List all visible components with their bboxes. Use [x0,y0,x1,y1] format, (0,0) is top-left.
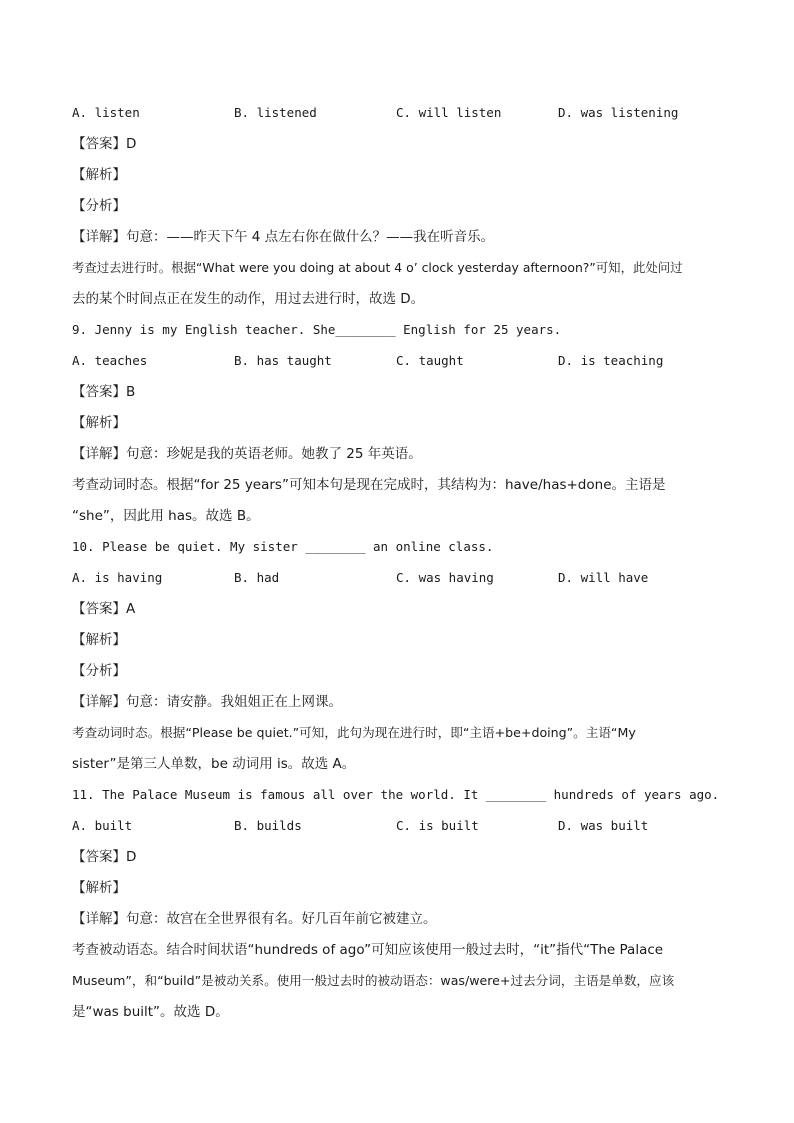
q11-explanation-line-3: 是“was built”。故选 D。 [72,1004,229,1020]
q8-answer: 【答案】D [72,136,137,152]
q9-analysis-heading: 【解析】 [72,415,126,431]
q8-detail: 【详解】句意：——昨天下午 4 点左右你在做什么？——我在听音乐。 [72,229,495,245]
q10-answer: 【答案】A [72,601,136,617]
document-page [72,100,732,1030]
q8-option-a: A. listen [72,105,140,120]
q10-option-d: D. will have [558,570,649,585]
q9-answer: 【答案】B [72,384,136,400]
q11-option-c: C. is built [396,818,479,833]
q9-option-d: D. is teaching [558,353,664,368]
q9-option-a: A. teaches [72,353,148,368]
q8-explanation-line-2: 去的某个时间点正在发生的动作，用过去进行时，故选 D。 [72,291,425,307]
q8-options [72,100,732,131]
q10-option-c: C. was having [396,570,494,585]
q11-explanation-line-1: 考查被动语态。结合时间状语“hundreds of ago”可知应该使用一般过去时，“it”指代“The Palace [72,942,664,958]
q11-explanation-line-2: Museum”，和“build”是被动关系。使用一般过去时的被动语态：was/were+过去分词，主语是单数，应该 [72,973,675,988]
q9-option-b: B. has taught [234,353,332,368]
q8-option-b: B. listened [234,105,317,120]
q11-detail: 【详解】句意：故宫在全世界很有名。好几百年前它被建立。 [72,911,437,927]
q10-explanation-line-1: 考查动词时态。根据“Please be quiet.”可知，此句为现在进行时，即“主语+be+doing”。主语“My [72,725,636,740]
q11-answer: 【答案】D [72,849,137,865]
q9-explanation-line-2: “she”，因此用 has。故选 B。 [72,508,260,524]
q10-options [72,565,732,596]
q11-question: 11. The Palace Museum is famous all over the world. It ________ hundreds of years ago. [72,787,720,802]
q8-analysis-heading: 【解析】 [72,167,126,183]
q9-question: 9. Jenny is my English teacher. She________ English for 25 years. [72,322,562,337]
q11-option-a: A. built [72,818,133,833]
q11-analysis-heading: 【解析】 [72,880,126,896]
q10-explanation-line-2: sister”是第三人单数，be 动词用 is。故选 A。 [72,756,356,772]
q10-option-b: B. had [234,570,280,585]
q8-option-d: D. was listening [558,105,679,120]
q10-detail: 【详解】句意：请安静。我姐姐正在上网课。 [72,694,342,710]
q11-option-d: D. was built [558,818,649,833]
q10-analysis-heading: 【解析】 [72,632,126,648]
q9-explanation-line-1: 考查动词时态。根据“for 25 years”可知本句是现在完成时，其结构为：have/has+done。主语是 [72,477,666,493]
q9-options [72,348,732,379]
q8-fenxi-heading: 【分析】 [72,198,126,214]
q10-fenxi-heading: 【分析】 [72,663,126,679]
q10-question: 10. Please be quiet. My sister ________ an online class. [72,539,494,554]
q8-option-c: C. will listen [396,105,502,120]
q11-options [72,813,732,844]
q11-option-b: B. builds [234,818,302,833]
q9-option-c: C. taught [396,353,464,368]
q9-detail: 【详解】句意：珍妮是我的英语老师。她教了 25 年英语。 [72,446,422,462]
q8-explanation-line-1: 考查过去进行时。根据“What were you doing at about 4 o’ clock yesterday afternoon?”可知，此处问过 [72,260,683,275]
q10-option-a: A. is having [72,570,163,585]
